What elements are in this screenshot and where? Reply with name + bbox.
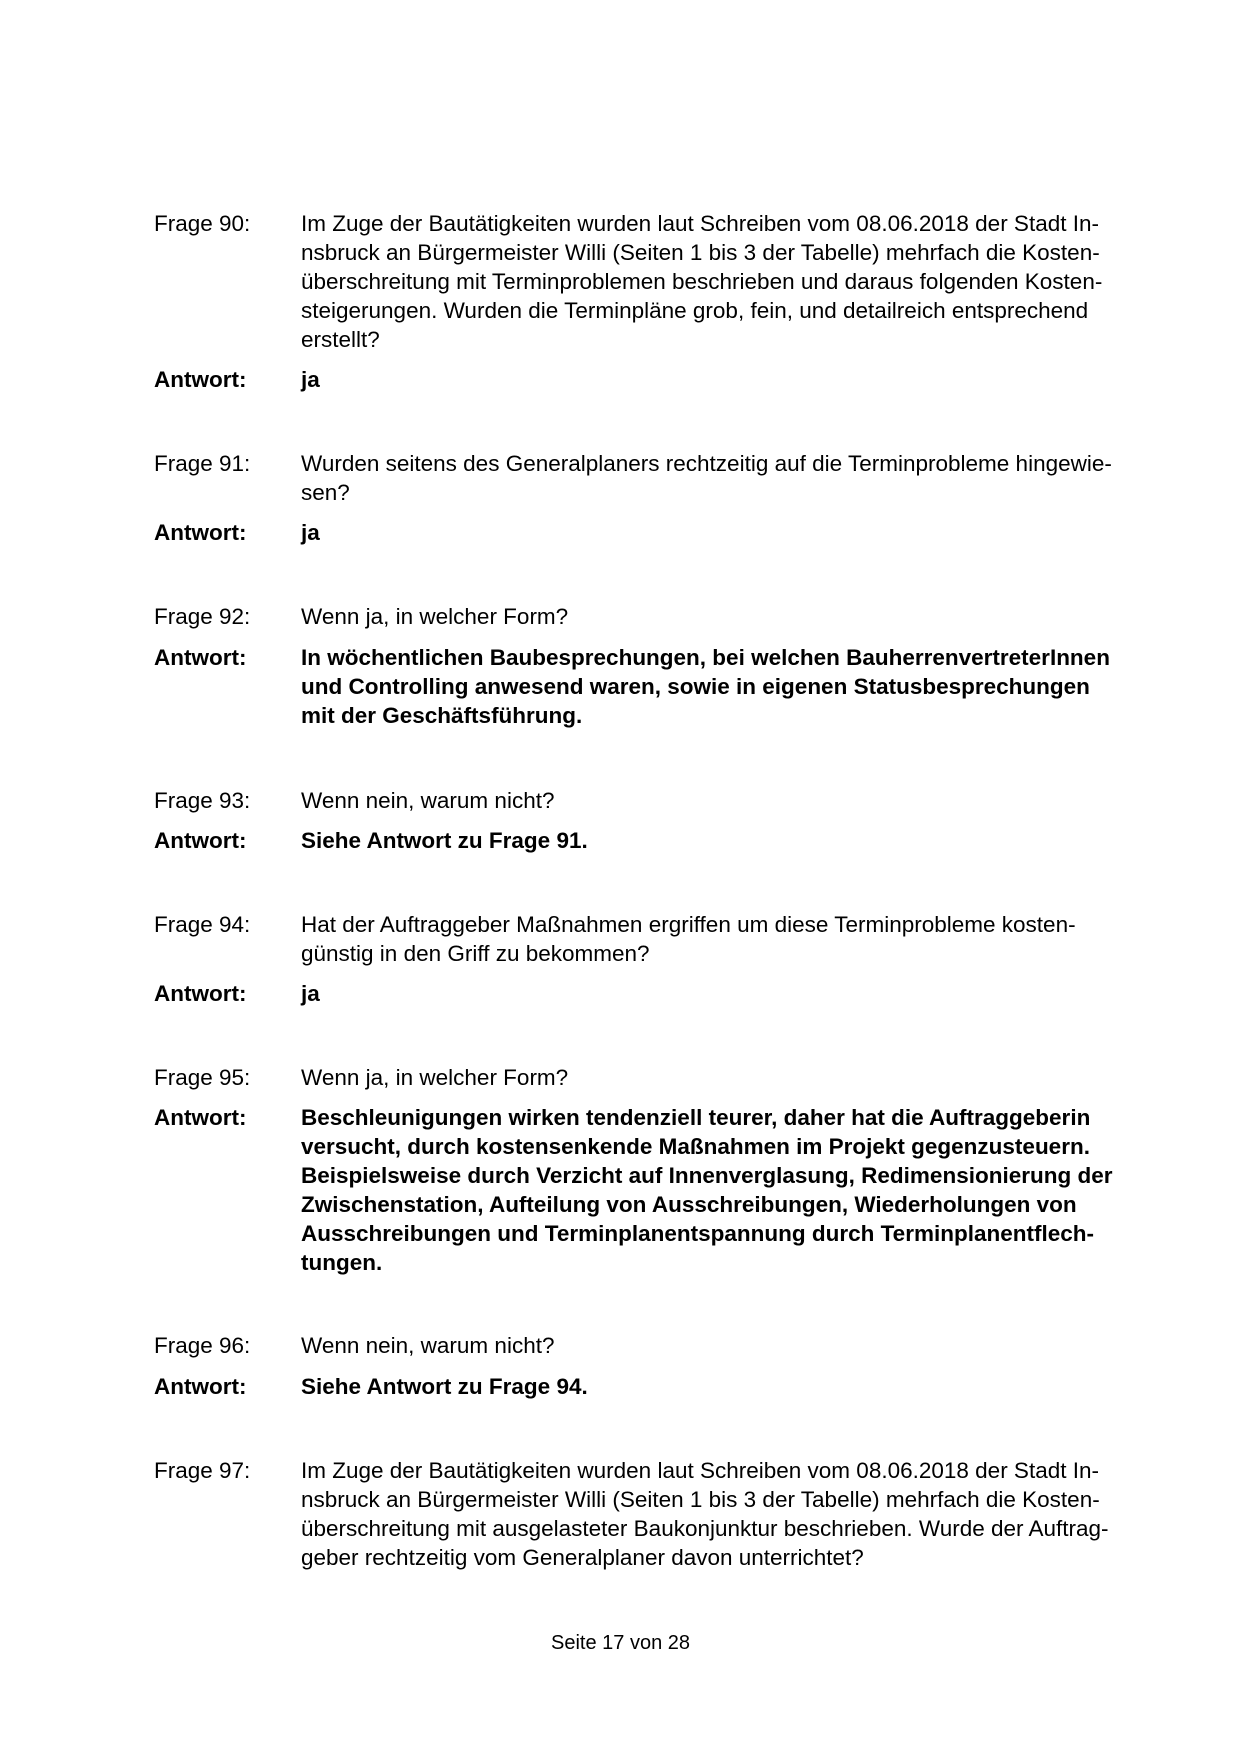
answer-label: Antwort: — [154, 520, 247, 545]
text-line: versucht, durch kostensenkende Maßnahmen im Projekt gegenzusteuern. — [301, 1134, 1090, 1159]
answer-text — [301, 979, 1241, 1008]
question-text — [301, 209, 1241, 354]
text-line: und Controlling anwesend waren, sowie in eigenen Statusbesprechungen — [301, 674, 1090, 699]
answer-text — [301, 1372, 1241, 1401]
text-line: ja — [301, 520, 320, 545]
text-line: Zwischenstation, Aufteilung von Ausschreibungen, Wiederholungen von — [301, 1192, 1077, 1217]
text-line: günstig in den Griff zu bekommen? — [301, 941, 650, 966]
answer-label: Antwort: — [154, 367, 247, 392]
answer-label: Antwort: — [154, 828, 247, 853]
text-line: ja — [301, 367, 320, 392]
answer-text — [301, 643, 1241, 730]
text-line: Ausschreibungen und Terminplanentspannung durch Terminplanentflech- — [301, 1221, 1094, 1246]
question-text — [301, 449, 1241, 507]
text-line: Wenn ja, in welcher Form? — [301, 1065, 569, 1090]
text-line: ja — [301, 981, 320, 1006]
answer-label: Antwort: — [154, 1105, 247, 1130]
question-text — [301, 786, 1241, 815]
text-line: Wurden seitens des Generalplaners rechtzeitig auf die Terminprobleme hingewie- — [301, 451, 1112, 476]
text-line: mit der Geschäftsführung. — [301, 703, 583, 728]
question-label: Frage 92: — [154, 604, 251, 629]
text-line: In wöchentlichen Baubesprechungen, bei welchen BauherrenvertreterInnen — [301, 645, 1110, 670]
question-label: Frage 94: — [154, 912, 251, 937]
text-line: Wenn ja, in welcher Form? — [301, 604, 569, 629]
text-line: erstellt? — [301, 327, 380, 352]
question-text — [301, 602, 1241, 631]
question-label: Frage 95: — [154, 1065, 251, 1090]
answer-text — [301, 1103, 1241, 1277]
page-number-footer: Seite 17 von 28 — [551, 1632, 690, 1654]
text-line: Beschleunigungen wirken tendenziell teurer, daher hat die Auftraggeberin — [301, 1105, 1091, 1130]
text-line: Hat der Auftraggeber Maßnahmen ergriffen um diese Terminprobleme kosten- — [301, 912, 1076, 937]
answer-text — [301, 826, 1241, 855]
answer-label: Antwort: — [154, 1374, 247, 1399]
question-label: Frage 97: — [154, 1458, 251, 1483]
text-line: Wenn nein, warum nicht? — [301, 1333, 555, 1358]
text-line: Im Zuge der Bautätigkeiten wurden laut Schreiben vom 08.06.2018 der Stadt In- — [301, 211, 1099, 236]
answer-label: Antwort: — [154, 645, 247, 670]
text-line: geber rechtzeitig vom Generalplaner davon unterrichtet? — [301, 1545, 864, 1570]
text-line: steigerungen. Wurden die Terminpläne grob, fein, und detailreich entsprechend — [301, 298, 1089, 323]
text-line: Wenn nein, warum nicht? — [301, 788, 555, 813]
text-line: Siehe Antwort zu Frage 94. — [301, 1374, 588, 1399]
text-line: nsbruck an Bürgermeister Willi (Seiten 1 bis 3 der Tabelle) mehrfach die Kosten- — [301, 1487, 1100, 1512]
question-label: Frage 90: — [154, 211, 251, 236]
answer-text — [301, 365, 1241, 394]
text-line: sen? — [301, 480, 350, 505]
text-line: Siehe Antwort zu Frage 91. — [301, 828, 588, 853]
answer-label: Antwort: — [154, 981, 247, 1006]
answer-text — [301, 518, 1241, 547]
question-text — [301, 1063, 1241, 1092]
question-text — [301, 1331, 1241, 1360]
text-line: nsbruck an Bürgermeister Willi (Seiten 1 bis 3 der Tabelle) mehrfach die Kosten- — [301, 240, 1100, 265]
question-label: Frage 96: — [154, 1333, 251, 1358]
text-line: tungen. — [301, 1250, 383, 1275]
question-label: Frage 93: — [154, 788, 251, 813]
question-text — [301, 1456, 1241, 1572]
question-text — [301, 910, 1241, 968]
text-line: Beispielsweise durch Verzicht auf Innenverglasung, Redimensionierung der — [301, 1163, 1113, 1188]
question-label: Frage 91: — [154, 451, 251, 476]
text-line: überschreitung mit ausgelasteter Baukonjunktur beschrieben. Wurde der Auftrag- — [301, 1516, 1109, 1541]
text-line: überschreitung mit Terminproblemen beschrieben und daraus folgenden Kosten- — [301, 269, 1103, 294]
text-line: Im Zuge der Bautätigkeiten wurden laut Schreiben vom 08.06.2018 der Stadt In- — [301, 1458, 1099, 1483]
